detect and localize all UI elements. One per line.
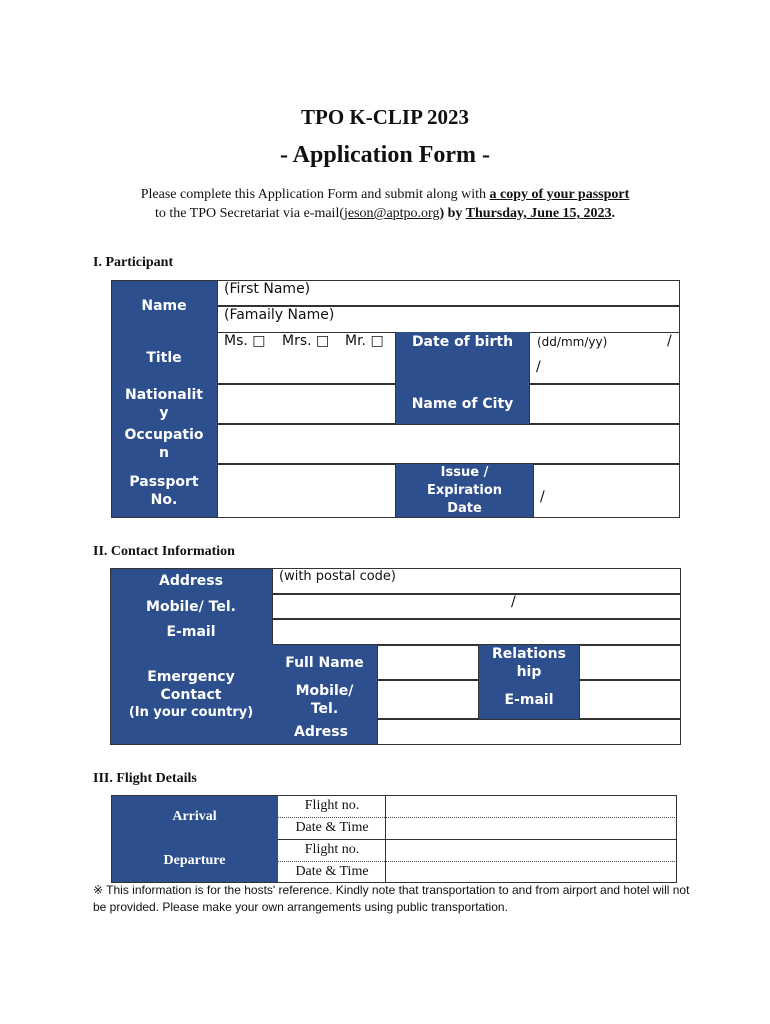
arrival-date-time-field[interactable] xyxy=(386,818,676,838)
arrival-flight-no-label: Flight no. xyxy=(304,798,360,813)
issue-slash: / xyxy=(540,489,545,505)
departure-date-time-field[interactable] xyxy=(386,862,676,882)
city-field[interactable] xyxy=(529,384,680,424)
dob-slash: / xyxy=(667,333,672,349)
departure-flight-no-label: Flight no. xyxy=(304,842,360,857)
intro-part: to the TPO Secretariat via e-mail( xyxy=(154,206,344,221)
relationship-label: Relations hip xyxy=(479,645,579,680)
emergency-contact-sub: (In your country) xyxy=(128,705,254,720)
departure-date-time-label: Date & Time xyxy=(295,864,369,879)
title-label: Title xyxy=(111,332,217,384)
title-option-mr[interactable]: Mr. □ xyxy=(345,333,384,349)
occupation-label: Occupatio n xyxy=(111,424,217,464)
arrival-label: Arrival xyxy=(111,795,278,839)
address-label: Address xyxy=(110,568,272,594)
intro-part: ) by xyxy=(439,206,466,221)
contact-heading: II. Contact Information xyxy=(93,544,235,559)
dob-hint: (dd/mm/yy) xyxy=(537,335,608,349)
adress-label: Adress xyxy=(272,719,377,745)
departure-flight-no-field[interactable] xyxy=(386,840,676,860)
full-name-label: Full Name xyxy=(272,645,377,680)
nationality-label: Nationalit y xyxy=(111,384,217,424)
intro-part: . xyxy=(611,206,616,221)
emergency-address-field[interactable] xyxy=(377,719,681,745)
title-option-mrs[interactable]: Mrs. □ xyxy=(282,333,330,349)
issue-expiration-label: Issue / Expiration Date xyxy=(396,464,533,518)
mobile-label: Mobile/ Tel. xyxy=(110,594,272,619)
secretariat-email-link[interactable]: jeson@aptpo.org xyxy=(344,206,440,221)
intro-text xyxy=(0,185,770,223)
relationship-field[interactable] xyxy=(579,645,681,680)
emergency-mobile-label: Mobile/ Tel. xyxy=(272,680,377,719)
first-name-hint: (First Name) xyxy=(224,281,311,297)
flight-heading: III. Flight Details xyxy=(93,771,197,786)
transport-note: ※ This information is for the hosts' reference. Kindly note that transportation to and from airport and hotel will not be provided. Please make your own arrangements using public transportation. xyxy=(93,883,690,914)
form-event-title: TPO K-CLIP 2023 xyxy=(300,105,469,129)
nationality-field[interactable] xyxy=(217,384,396,424)
family-name-hint: (Famaily Name) xyxy=(224,307,335,323)
passport-field[interactable] xyxy=(217,464,396,518)
form-title: - Application Form - xyxy=(280,142,490,168)
issue-expiration-field[interactable] xyxy=(533,464,680,518)
emergency-contact-label xyxy=(110,645,272,745)
mobile-field[interactable] xyxy=(272,594,681,619)
dob-label: Date of birth xyxy=(396,332,529,384)
occupation-field[interactable] xyxy=(217,424,680,464)
arrival-date-time-label: Date & Time xyxy=(295,820,369,835)
title-option-ms[interactable]: Ms. □ xyxy=(224,333,266,349)
emergency-full-name-field[interactable] xyxy=(377,645,479,680)
passport-copy-note: a copy of your passport xyxy=(489,187,630,202)
address-hint: (with postal code) xyxy=(279,569,396,584)
departure-label: Departure xyxy=(111,839,278,883)
participant-heading: I. Participant xyxy=(93,255,174,270)
passport-label: Passport No. xyxy=(111,464,217,518)
deadline-date: Thursday, June 15, 2023 xyxy=(465,206,612,221)
emergency-email-field[interactable] xyxy=(579,680,681,719)
emergency-email-label: E-mail xyxy=(479,680,579,719)
dob-slash: / xyxy=(536,359,541,375)
city-label: Name of City xyxy=(396,384,529,424)
mobile-slash: / xyxy=(511,594,516,610)
email-field[interactable] xyxy=(272,619,681,645)
intro-part: Please complete this Application Form and submit along with xyxy=(140,187,490,202)
email-label: E-mail xyxy=(110,619,272,645)
emergency-mobile-field[interactable] xyxy=(377,680,479,719)
arrival-flight-no-field[interactable] xyxy=(386,796,676,816)
emergency-contact-title: Emergency Contact xyxy=(147,669,235,703)
name-label: Name xyxy=(111,280,217,332)
